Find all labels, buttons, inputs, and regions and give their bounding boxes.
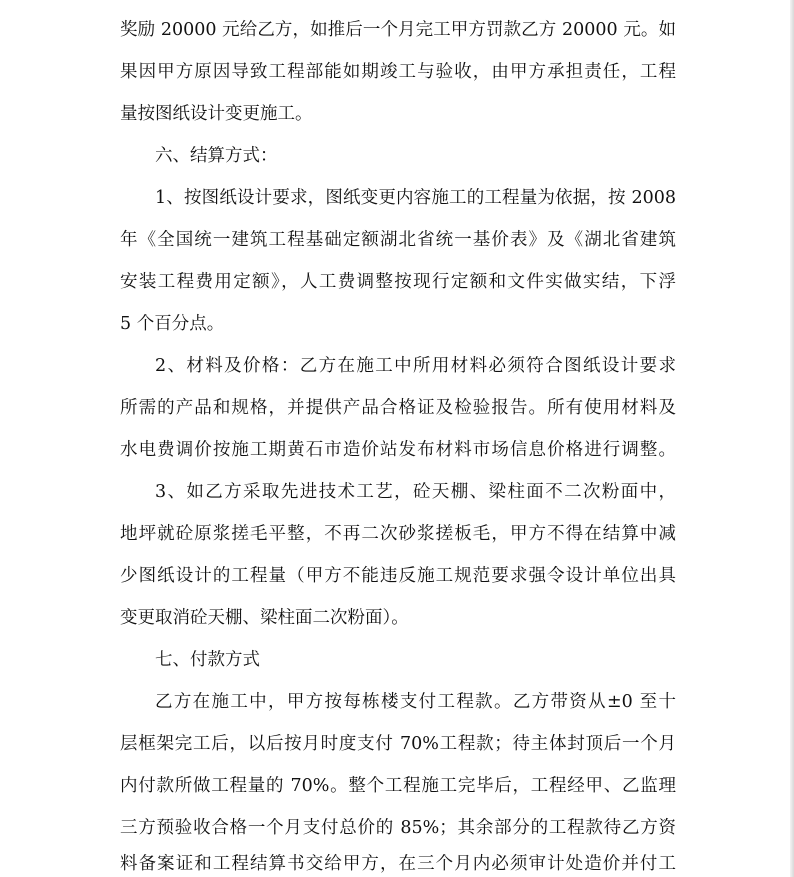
text-line: 年《全国统一建筑工程基础定额湖北省统一基价表》及《湖北省建筑 [120, 230, 676, 250]
text-line: 5 个百分点。 [120, 314, 225, 334]
text-line: 变更取消砼天棚、梁柱面二次粉面）。 [120, 608, 409, 628]
text-line: 三方预验收合格一个月支付总价的 85%；其余部分的工程款待乙方资 [120, 818, 676, 838]
text-line: 奖励 20000 元给乙方，如推后一个月完工甲方罚款乙方 20000 元。如 [120, 20, 676, 40]
text-line: 2、材料及价格：乙方在施工中所用材料必须符合图纸设计要求 [155, 356, 676, 376]
page-edge [790, 0, 794, 877]
text-line: 3、如乙方采取先进技术工艺，砼天棚、梁柱面不二次粉面中， [155, 482, 676, 502]
text-line: 1、按图纸设计要求，图纸变更内容施工的工程量为依据，按 2008 [155, 188, 676, 208]
text-line: 所需的产品和规格，并提供产品合格证及检验报告。所有使用材料及 [120, 398, 676, 418]
text-line: 安装工程费用定额》，人工费调整按现行定额和文件实做实结，下浮 [120, 272, 676, 292]
text-line: 果因甲方原因导致工程部能如期竣工与验收，由甲方承担责任，工程 [120, 62, 676, 82]
text-line: 地坪就砼原浆搓毛平整，不再二次砂浆搓板毛，甲方不得在结算中减 [120, 524, 676, 544]
text-line: 少图纸设计的工程量（甲方不能违反施工规范要求强令设计单位出具 [120, 566, 676, 586]
text-line: 料备案证和工程结算书交给甲方，在三个月内必须审计处造价并付工 [120, 854, 676, 874]
text-line: 层框架完工后，以后按月时度支付 70%工程款；待主体封顶后一个月 [120, 734, 676, 754]
text-line: 量按图纸设计变更施工。 [120, 104, 313, 124]
section-heading: 六、结算方式： [155, 146, 278, 166]
text-line: 乙方在施工中，甲方按每栋楼支付工程款。乙方带资从±0 至十 [155, 692, 676, 712]
text-line: 水电费调价按施工期黄石市造价站发布材料市场信息价格进行调整。 [120, 440, 676, 460]
section-heading: 七、付款方式 [155, 650, 260, 670]
text-line: 内付款所做工程量的 70%。整个工程施工完毕后，工程经甲、乙监理 [120, 776, 676, 796]
